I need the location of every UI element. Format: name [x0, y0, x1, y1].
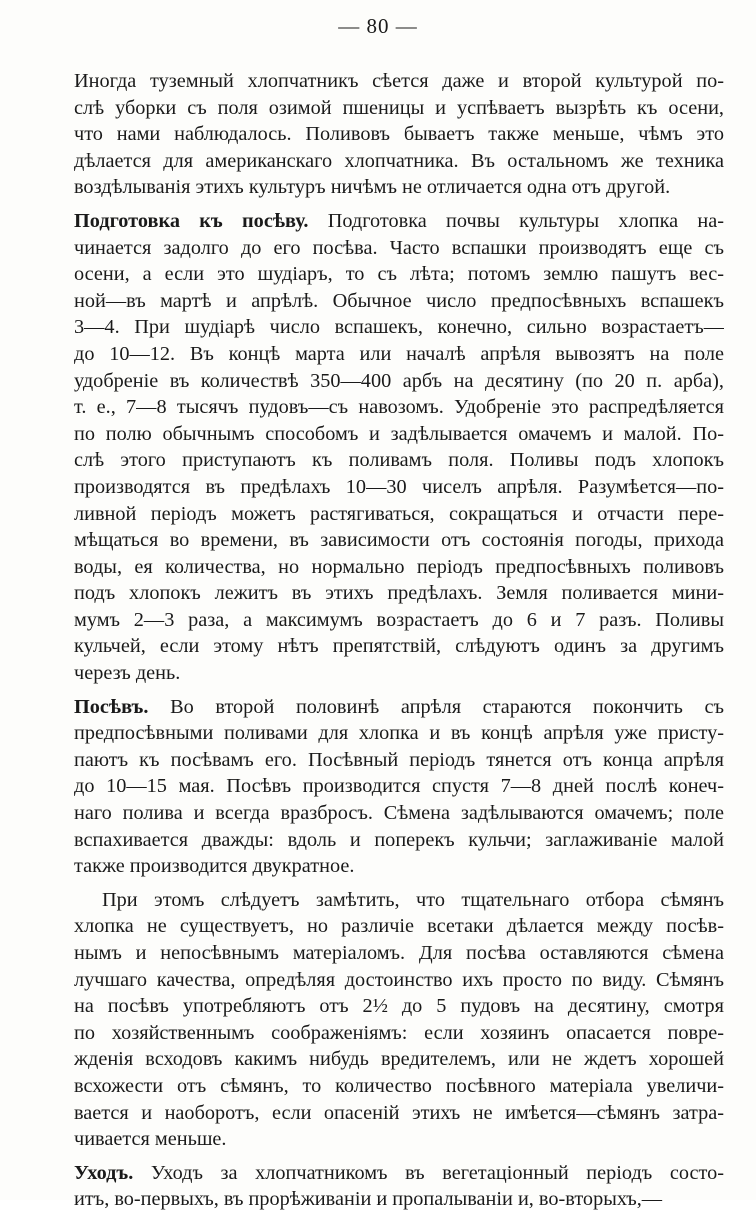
text-line: предпосѣвными поливами для хлопка и въ концѣ апрѣля уже присту-	[74, 722, 724, 745]
text-line: до 10—12. Въ концѣ марта или началѣ апрѣля вывозятъ на поле	[74, 342, 724, 365]
text-line: слѣ уборки съ поля озимой пшеницы и успѣваетъ вызрѣть къ осени,	[74, 96, 724, 119]
text-line: наго полива и всегда вразбросъ. Сѣмена задѣлываются омачемъ; поле	[74, 802, 724, 825]
text-line	[74, 694, 724, 721]
text-line: чинается задолго до его посѣва. Часто вспашки производятъ еще съ	[74, 236, 724, 259]
text-line: воды, ея количества, но нормально періодъ предпосѣвныхъ поливовъ	[74, 555, 724, 578]
text-line: чивается меньше.	[74, 1128, 227, 1151]
text-line: 3—4. При шудіарѣ число вспашекъ, конечно, сильно возрастаетъ—	[74, 316, 724, 339]
text-line: черезъ день.	[74, 662, 181, 685]
text-line: осени, а если это шудіаръ, то съ лѣта; потомъ землю пашутъ вес-	[74, 263, 724, 286]
paragraph	[74, 887, 724, 1153]
text-line: ной—въ мартѣ и апрѣлѣ. Обычное число предпосѣвныхъ вспашекъ	[74, 289, 724, 312]
text-line: вается и наоборотъ, если опасеній этихъ не имѣется—сѣмянъ затра-	[74, 1101, 724, 1124]
text-line: всхожести отъ сѣмянъ, то количество посѣвного матеріала увеличи-	[74, 1074, 724, 1097]
text-line: воздѣлыванія этихъ культуръ ничѣмъ не отличается одна отъ другой.	[74, 176, 671, 199]
text-line: итъ, во-первыхъ, въ прорѣживаніи и пропалываніи и, во-вторыхъ,—	[74, 1188, 663, 1211]
text-line: ливной періодъ можетъ растягиваться, сокращаться и отчасти пере-	[74, 502, 724, 525]
text-line	[74, 1160, 724, 1187]
text-line: паютъ къ посѣвамъ его. Посѣвный періодъ тянется отъ конца апрѣля	[74, 748, 724, 771]
text-line: по полю обычнымъ способомъ и задѣлывается омачемъ и малой. По-	[74, 422, 724, 445]
text-line: слѣ этого приступаютъ къ поливамъ поля. Поливы подъ хлопокъ	[74, 449, 724, 472]
text-line: хлопка не существуетъ, но различіе всетаки дѣлается между посѣв-	[74, 915, 724, 938]
paragraph-heading: Уходъ.	[74, 1161, 134, 1184]
page-number: — 80 —	[338, 14, 418, 38]
text-line: дѣлается для американскаго хлопчатника. Въ остальномъ же техника	[74, 149, 724, 172]
line-text: Во второй половинѣ апрѣля стараются покончить съ	[148, 695, 724, 718]
paragraph	[74, 1160, 724, 1213]
text-line: по хозяйственнымъ соображеніямъ: если хозяинъ опасается повре-	[74, 1021, 724, 1044]
paragraph-heading: Подготовка къ посѣву.	[74, 209, 309, 232]
paragraph	[74, 208, 724, 687]
body-text	[74, 68, 724, 1220]
paragraph	[74, 694, 724, 880]
line-text: Подготовка почвы культуры хлопка на-	[308, 209, 724, 232]
text-line: кульчей, если этому нѣтъ препятствій, слѣдуютъ одинъ за другимъ	[74, 635, 724, 658]
text-line: жденія всходовъ какимъ нибудь вредителемъ, или не ждетъ хорошей	[74, 1048, 724, 1071]
text-line: мумъ 2—3 раза, а максимумъ возрастаетъ до 6 и 7 разъ. Поливы	[74, 608, 724, 631]
text-line: производятся въ предѣлахъ 10—30 чиселъ апрѣля. Разумѣется—по-	[74, 475, 724, 498]
text-line: т. е., 7—8 тысячъ пудовъ—съ навозомъ. Удобреніе это распредѣляется	[74, 396, 724, 419]
text-line: мѣщаться во времени, въ зависимости отъ состоянія погоды, прихода	[74, 529, 724, 552]
text-line: Иногда туземный хлопчатникъ сѣется даже и второй культурой по-	[74, 70, 724, 92]
text-line: нымъ и непосѣвнымъ матеріаломъ. Для посѣва оставляются сѣмена	[74, 942, 724, 964]
text-line: При этомъ слѣдуетъ замѣтить, что тщательнаго отбора сѣмянъ	[102, 888, 724, 911]
text-line: лучшаго качества, опредѣляя достоинство ихъ просто по виду. Сѣмянъ	[74, 968, 724, 991]
text-line: на посѣвъ употребляютъ отъ 2½ до 5 пудовъ на десятину, смотря	[74, 995, 724, 1018]
text-line: вспахивается дважды: вдоль и поперекъ кульчи; заглаживаніе малой	[74, 828, 724, 851]
text-line: подъ хлопокъ лежитъ въ этихъ предѣлахъ. Земля поливается мини-	[74, 582, 724, 605]
paragraph	[74, 68, 724, 201]
text-line	[74, 208, 724, 235]
text-line: удобреніе въ количествѣ 350—400 арбъ на десятину (по 20 п. арба),	[74, 369, 724, 392]
text-line: что нами наблюдалось. Поливовъ бываетъ также меньше, чѣмъ это	[74, 123, 724, 146]
text-line: также производится двукратное.	[74, 855, 355, 878]
line-text: Уходъ за хлопчатникомъ въ вегетаціонный періодъ состо-	[133, 1161, 724, 1184]
paragraph-heading: Посѣвъ.	[74, 695, 149, 718]
text-line: до 10—15 мая. Посѣвъ производится спустя 7—8 дней послѣ конеч-	[74, 775, 724, 798]
